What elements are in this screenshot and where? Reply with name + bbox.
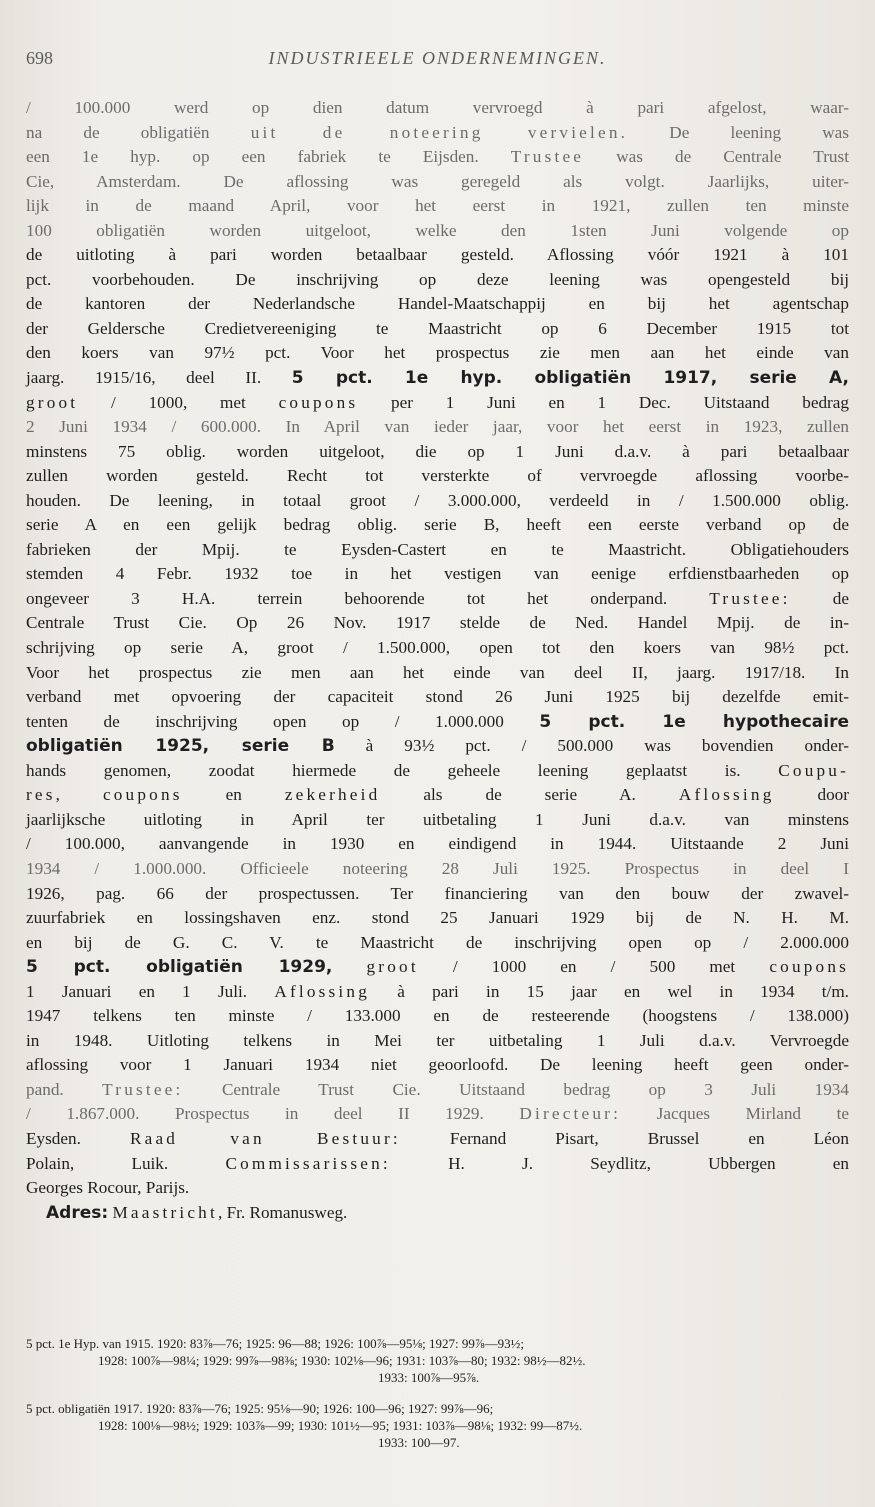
text-line: jaarlijksche uitloting in April ter uitbetaling 1 Juni d.a.v. van minstens xyxy=(26,809,849,829)
text-line: Voor het prospectus zie men aan het einde van deel II, jaarg. 1917/18. In xyxy=(26,662,849,682)
text-line: ongeveer 3 H.A. terrein behoorende tot het onderpand. Trustee: de xyxy=(26,588,849,608)
address-label: Adres: xyxy=(46,1202,109,1223)
text-line: de kantoren der Nederlandsche Handel-Maatschappij en bij het agentschap xyxy=(26,294,849,314)
text-line: Centrale Trust Cie. Op 26 Nov. 1917 stelde de Ned. Handel Mpij. de in- xyxy=(26,613,849,633)
text-line: Polain, Luik. Commissarissen: H. J. Seydlitz, Ubbergen en xyxy=(26,1153,849,1173)
text-line: tenten de inschrijving open op / 1.000.000 5 pct. 1e hypothecaire xyxy=(26,711,849,732)
footnote-line: 1928: 100⅞—98¼; 1929: 99⅞—98⅜; 1930: 102⅛—96; 1931: 103⅞—80; 1932: 98½—82½. xyxy=(98,1353,586,1368)
text-line: 1934 / 1.000.000. Officieele noteering 28 Juli 1925. Prospectus in deel I xyxy=(26,858,849,878)
text-line: en bij de G. C. V. te Maastricht de inschrijving open op / 2.000.000 xyxy=(26,932,849,952)
text-line: pand. Trustee: Centrale Trust Cie. Uitstaand bedrag op 3 Juli 1934 xyxy=(26,1079,849,1099)
footnote-line: 1928: 100⅛—98½; 1929: 103⅞—99; 1930: 101½—95; 1931: 103⅞—98⅛; 1932: 99—87½. xyxy=(98,1418,583,1433)
text-line: groot / 1000, met coupons per 1 Juni en 1 Dec. Uitstaand bedrag xyxy=(26,392,849,412)
text-line: 100 obligatiën worden uitgeloot, welke den 1sten Juni volgende op xyxy=(26,220,849,240)
text-line: de uitloting à pari worden betaalbaar gesteld. Aflossing vóór 1921 à 101 xyxy=(26,245,849,265)
footnote-line: 5 pct. 1e Hyp. van 1915. 1920: 83⅞—76; 1925: 96—88; 1926: 100⅞—95⅛; 1927: 99⅞—93½; xyxy=(26,1336,524,1351)
text-line: aflossing voor 1 Januari 1934 niet geoorloofd. De leening heeft geen onder- xyxy=(26,1055,849,1075)
text-line: der Geldersche Credietvereeniging te Maastricht op 6 December 1915 tot xyxy=(26,318,849,338)
text-line: minstens 75 oblig. worden uitgeloot, die op 1 Juni d.a.v. à pari betaalbaar xyxy=(26,441,849,461)
address-line: Adres: Maastricht, Fr. Romanusweg. xyxy=(46,1202,348,1223)
running-head: INDUSTRIEELE ONDERNEMINGEN. xyxy=(268,48,607,68)
text-line: fabrieken der Mpij. te Eysden-Castert en te Maastricht. Obligatiehouders xyxy=(26,539,849,559)
text-line: 1926, pag. 66 der prospectussen. Ter financiering van den bouw der zwavel- xyxy=(26,883,849,903)
main-paragraph xyxy=(26,96,849,1225)
text-line: pct. voorbehouden. De inschrijving op deze leening was opengesteld bij xyxy=(26,269,849,289)
text-line: Georges Rocour, Parijs. xyxy=(26,1178,190,1198)
loan-heading-1929: 5 pct. obligatiën 1929, xyxy=(26,957,333,978)
price-footnotes xyxy=(26,1335,849,1465)
text-line: 1947 telkens ten minste / 133.000 en de resteerende (hoogstens / 138.000) xyxy=(26,1006,849,1026)
loan-heading-1925: 5 pct. 1e hypothecaire xyxy=(539,711,849,732)
text-line: den koers van 97½ pct. Voor het prospectus zie men aan het einde van xyxy=(26,343,849,363)
text-line: obligatiën 1925, serie B à 93½ pct. / 500.000 was bovendien onder- xyxy=(26,736,849,757)
text-line: zuurfabriek en lossingshaven enz. stond 25 Januari 1929 bij de N. H. M. xyxy=(26,908,849,928)
footnote-line: 5 pct. obligatiën 1917. 1920: 83⅞—76; 1925: 95⅛—90; 1926: 100—96; 1927: 99⅞—96; xyxy=(26,1401,494,1416)
text-line: in 1948. Uitloting telkens in Mei ter uitbetaling 1 Juli d.a.v. Vervroegde xyxy=(26,1030,849,1050)
text-line: / 100.000, aanvangende in 1930 en eindigend in 1944. Uitstaande 2 Juni xyxy=(26,834,849,854)
text-line: serie A en een gelijk bedrag oblig. serie B, heeft een eerste verband op de xyxy=(26,515,849,535)
text-line: jaarg. 1915/16, deel II. 5 pct. 1e hyp. obligatiën 1917, serie A, xyxy=(26,368,849,389)
text-line: zullen worden gesteld. Recht tot versterkte of vervroegde aflossing voorbe- xyxy=(26,466,849,486)
text-line: 2 Juni 1934 / 600.000. In April van ieder jaar, voor het eerst in 1923, zullen xyxy=(26,417,849,437)
text-line: res, coupons en zekerheid als de serie A. Aflossing door xyxy=(26,785,849,805)
text-line: 1 Januari en 1 Juli. Aflossing à pari in 15 jaar en wel in 1934 t/m. xyxy=(26,981,849,1001)
text-line: / 100.000 werd op dien datum vervroegd à pari afgelost, waar- xyxy=(26,98,849,117)
text-line: 5 pct. obligatiën 1929, groot / 1000 en / 500 met coupons xyxy=(26,957,850,978)
text-line: / 1.867.000. Prospectus in deel II 1929. Directeur: Jacques Mirland te xyxy=(26,1104,849,1124)
text-line: houden. De leening, in totaal groot / 3.000.000, verdeeld in / 1.500.000 oblig. xyxy=(26,490,849,510)
loan-heading-1917: 5 pct. 1e hyp. obligatiën 1917, serie A, xyxy=(291,368,849,389)
page-header xyxy=(26,48,849,78)
page-number: 698 xyxy=(26,48,53,68)
footnote-line: 1933: 100⅞—95⅞. xyxy=(378,1370,480,1385)
footnote-1917 xyxy=(26,1400,849,1451)
text-line: na de obligatiën uit de noteering vervielen. De leening was xyxy=(26,122,849,142)
text-line: Eysden. Raad van Bestuur: Fernand Pisart, Brussel en Léon xyxy=(26,1128,849,1148)
footnote-1915 xyxy=(26,1335,849,1386)
text-line: een 1e hyp. op een fabriek te Eijsden. Trustee was de Centrale Trust xyxy=(26,147,849,167)
text-line: verband met opvoering der capaciteit stond 26 Juni 1925 bij dezelfde emit- xyxy=(26,687,849,707)
text-line: lijk in de maand April, voor het eerst in 1921, zullen ten minste xyxy=(26,196,849,216)
text-line: schrijving op serie A, groot / 1.500.000, open tot den koers van 98½ pct. xyxy=(26,638,849,658)
footnote-line: 1933: 100—97. xyxy=(378,1435,460,1450)
text-line: Cie, Amsterdam. De aflossing was geregeld als volgt. Jaarlijks, uiter- xyxy=(26,171,849,191)
text-line: stemden 4 Febr. 1932 toe in het vestigen van eenige erfdienstbaarheden op xyxy=(26,564,849,584)
text-line: hands genomen, zoodat hiermede de geheele leening geplaatst is. Coupu- xyxy=(26,760,849,780)
